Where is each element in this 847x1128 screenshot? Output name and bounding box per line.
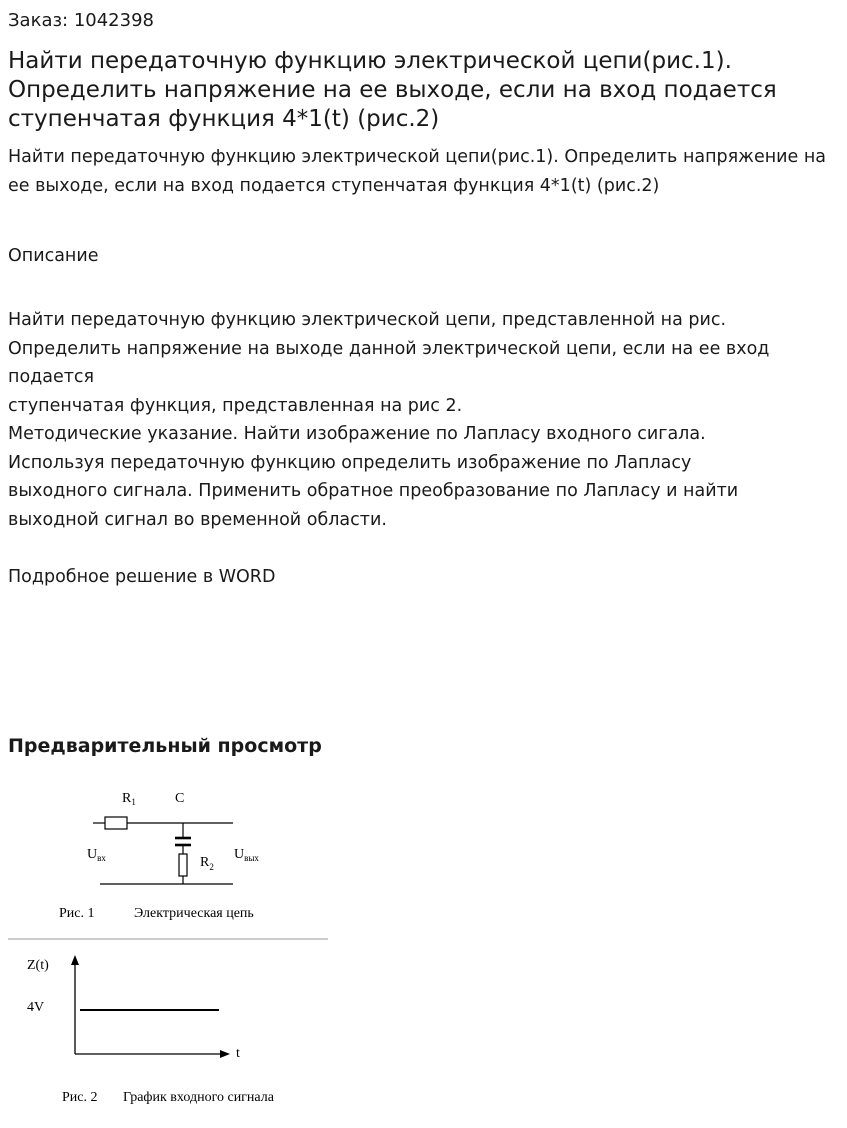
preview-heading: Предварительный просмотр <box>8 735 322 757</box>
preview-figure-svg <box>0 770 340 1120</box>
description-line: Найти передаточную функцию электрической цепи, представленной на рис. <box>8 310 727 330</box>
description-line: Используя передаточную функцию определить изображение по Лапласу <box>8 452 692 473</box>
resistor-r1 <box>105 817 127 829</box>
description-line: выходного сигнала. Применить обратное преобразование по Лапласу и найти <box>8 481 739 501</box>
figure2-caption-text: График входного сигнала <box>123 1090 274 1105</box>
page-title: Найти передаточную функцию электрической цепи(рис.1). Определить напряжение на ее выходе, если на вход подается ступенчатая функция 4*1(t) (рис.2) <box>8 48 777 132</box>
order-number: Заказ: 1042398 <box>8 10 154 31</box>
step-graph <box>71 955 230 1058</box>
description-spacer <box>8 534 843 563</box>
graph-level-label: 4V <box>27 1000 45 1015</box>
label-uout: $U_{вых}$ <box>234 847 259 863</box>
preview-figure <box>0 770 340 1120</box>
description-body <box>8 306 843 591</box>
description-line: Определить напряжение на выходе данной электрической цепи, если на ее вход <box>8 338 770 359</box>
figure1-caption-text: Электрическая цепь <box>134 906 254 921</box>
label-r2: $R_2$ <box>200 855 214 872</box>
figure2-caption-number: Рис. 2 <box>62 1090 98 1105</box>
page-subtitle: Найти передаточную функцию электрической цепи(рис.1). Определить напряжение на ее выходе, если на вход подается ступенчатая функция 4*1(t) (рис.2) <box>8 147 827 196</box>
figure1-caption-number: Рис. 1 <box>59 906 95 921</box>
graph-y-label: Z(t) <box>27 958 49 973</box>
label-r1: $R_1$ <box>122 791 136 807</box>
description-line: подается <box>8 367 95 387</box>
graph-y-arrow <box>71 955 79 965</box>
label-uin: $U_{вх}$ <box>87 847 106 863</box>
graph-x-arrow <box>220 1050 230 1058</box>
description-line: Методические указание. Найти изображение по Лапласу входного сигала. <box>8 424 706 444</box>
circuit-diagram <box>93 817 233 884</box>
description-line: ступенчатая функция, представленная на рис 2. <box>8 395 463 416</box>
description-heading: Описание <box>8 246 99 266</box>
resistor-r2 <box>179 854 187 876</box>
description-footer: Подробное решение в WORD <box>8 566 276 587</box>
description-line: выходной сигнал во временной области. <box>8 509 387 530</box>
label-c: C <box>175 791 185 806</box>
graph-x-label: t <box>236 1046 240 1061</box>
